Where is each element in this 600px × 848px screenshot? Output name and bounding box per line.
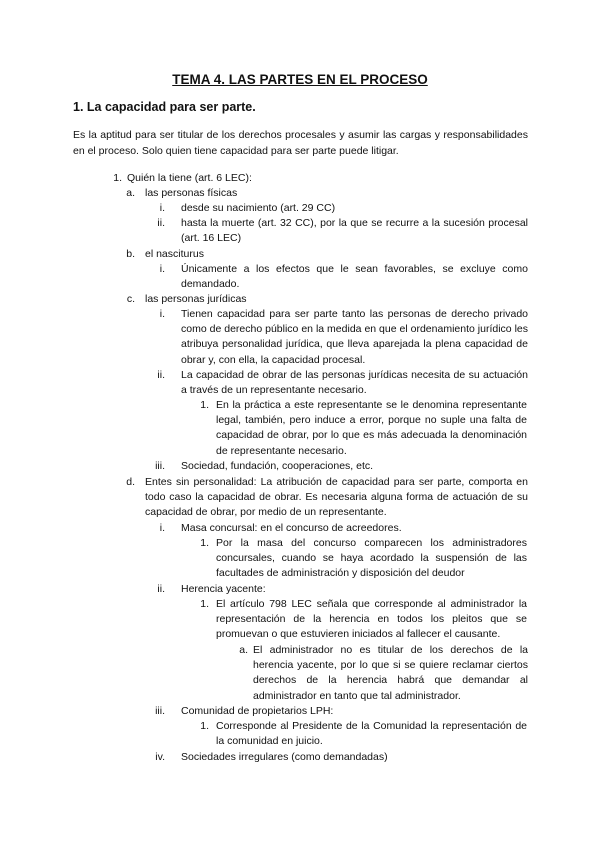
list-text: Por la masa del concurso comparecen los administradores concursales, cuando se haya acordado la suspensión de las facultades de administración y disposición del deudor	[216, 537, 527, 580]
list-marker: i.	[159, 522, 165, 534]
list-marker: 1.	[200, 537, 209, 549]
list-text: Tienen capacidad para ser parte tanto las personas de derecho privado como de derecho público en la medida en que el ordenamiento jurídico les atribuya personalidad jurídica, que lleva aparejada la plena capacidad de obrar y, con ella, la capacidad procesal.	[181, 308, 528, 366]
list-marker: 1.	[200, 720, 209, 732]
list-text: El administrador no es titular de los derechos de la herencia yacente, por lo que si se quiere reclamar ciertos derechos de la herencia habrá que demandar al administrador en tanto que tal administrador.	[253, 644, 528, 702]
list-marker: iii.	[155, 705, 165, 717]
list-marker: c.	[126, 293, 135, 305]
list-text: En la práctica a este representante se le denomina representante legal, también, pero induce a error, porque no suple una falta de capacidad de obrar, por lo que es más adecuada la denominación de representante necesario.	[216, 399, 527, 457]
list-marker: iii.	[155, 460, 165, 472]
list-marker: iv.	[155, 751, 165, 763]
list-text: La capacidad de obrar de las personas jurídicas necesita de su actuación a través de un representante necesario.	[181, 369, 528, 397]
list-marker: i.	[159, 202, 165, 214]
list-text: Únicamente a los efectos que le sean favorables, se excluye como demandado.	[181, 263, 528, 291]
page-title: TEMA 4. LAS PARTES EN EL PROCESO	[172, 72, 428, 87]
list-text: Masa concursal: en el concurso de acreedores.	[181, 522, 402, 534]
intro-paragraph: Es la aptitud para ser titular de los derechos procesales y asumir las cargas y responsabilidades en el proceso. Solo quien tiene capacidad para ser parte puede litigar.	[73, 129, 528, 157]
list-marker: ii.	[157, 583, 165, 595]
list-text: las personas físicas	[145, 187, 238, 199]
list-text: Entes sin personalidad: La atribución de capacidad para ser parte, comporta en todo caso la capacidad de obrar. Es necesaria alguna forma de actuación de su capacidad de obrar, por medio de un representante.	[145, 476, 528, 519]
list-text: Quién la tiene (art. 6 LEC):	[127, 172, 252, 184]
list-marker: 1.	[113, 172, 122, 184]
list-text: Herencia yacente:	[181, 583, 266, 595]
section-heading: 1. La capacidad para ser parte.	[73, 100, 256, 114]
list-text: Sociedad, fundación, cooperaciones, etc.	[181, 460, 374, 472]
list-text: El artículo 798 LEC señala que corresponde al administrador la representación de la herencia en todos los pleitos que se promuevan o que estuvieren iniciados al fallecer el causante.	[216, 598, 527, 641]
list-marker: d.	[126, 476, 135, 488]
list-marker: 1.	[200, 598, 209, 610]
list-marker: i.	[159, 263, 165, 275]
list-marker: ii.	[157, 369, 165, 381]
list-text: hasta la muerte (art. 32 CC), por la que se recurre a la sucesión procesal (art. 16 LEC)	[181, 217, 528, 245]
list-text: las personas jurídicas	[145, 293, 247, 305]
list-text: Corresponde al Presidente de la Comunidad la representación de la comunidad en juicio.	[216, 720, 527, 748]
list-text: desde su nacimiento (art. 29 CC)	[181, 202, 336, 214]
list-marker: ii.	[157, 217, 165, 229]
list-text: el nasciturus	[145, 248, 204, 260]
list-marker: i.	[159, 308, 165, 320]
list-marker: a.	[126, 187, 135, 199]
list-text: Comunidad de propietarios LPH:	[181, 705, 334, 717]
list-marker: 1.	[200, 399, 209, 411]
list-marker: b.	[126, 248, 135, 260]
list-text: Sociedades irregulares (como demandadas)	[181, 751, 388, 763]
list-marker: a.	[239, 644, 248, 656]
